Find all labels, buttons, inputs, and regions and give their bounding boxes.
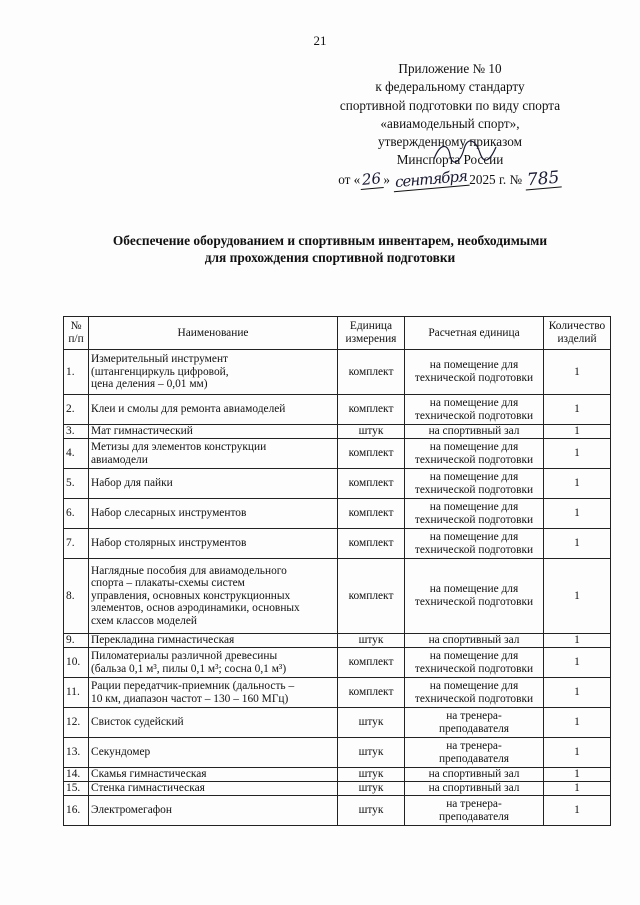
cell-calc: на спортивный зал — [405, 425, 544, 439]
cell-name: Набор слесарных инструментов — [89, 499, 338, 529]
cell-qty: 1 — [544, 425, 611, 439]
cell-qty: 1 — [544, 708, 611, 738]
cell-num: 13. — [64, 738, 89, 768]
table-row — [64, 529, 611, 559]
cell-name: Мат гимнастический — [89, 425, 338, 439]
cell-unit: штук — [338, 796, 405, 826]
table-row — [64, 425, 611, 439]
table-row — [64, 395, 611, 425]
cell-name: Клеи и смолы для ремонта авиамоделей — [89, 395, 338, 425]
cell-unit: штук — [338, 708, 405, 738]
cell-qty: 1 — [544, 499, 611, 529]
cell-num: 7. — [64, 529, 89, 559]
appendix-header — [320, 60, 580, 189]
table-row — [64, 469, 611, 499]
table-row — [64, 796, 611, 826]
cell-unit: штук — [338, 768, 405, 782]
cell-unit: штук — [338, 782, 405, 796]
cell-calc: на помещение для технической подготовки — [405, 395, 544, 425]
cell-qty: 1 — [544, 439, 611, 469]
cell-calc: на спортивный зал — [405, 768, 544, 782]
cell-qty: 1 — [544, 395, 611, 425]
appendix-line: спортивной подготовки по виду спорта — [339, 97, 561, 113]
date-close: » — [383, 171, 390, 187]
cell-num: 8. — [64, 559, 89, 634]
cell-num: 16. — [64, 796, 89, 826]
cell-unit: штук — [338, 634, 405, 648]
cell-calc: на помещение для технической подготовки — [405, 350, 544, 395]
cell-calc: на спортивный зал — [405, 634, 544, 648]
cell-num: 10. — [64, 648, 89, 678]
cell-unit: комплект — [338, 678, 405, 708]
cell-unit: комплект — [338, 648, 405, 678]
header-calc: Расчетная единица — [405, 317, 544, 350]
cell-num: 9. — [64, 634, 89, 648]
cell-name: Электромегафон — [89, 796, 338, 826]
year-text: 2025 г. № — [469, 171, 523, 187]
table-row — [64, 738, 611, 768]
cell-calc: на помещение для технической подготовки — [405, 559, 544, 634]
cell-qty: 1 — [544, 559, 611, 634]
cell-qty: 1 — [544, 782, 611, 796]
cell-num: 1. — [64, 350, 89, 395]
cell-unit: комплект — [338, 469, 405, 499]
cell-name: Набор для пайки — [89, 469, 338, 499]
cell-unit: комплект — [338, 350, 405, 395]
cell-qty: 1 — [544, 350, 611, 395]
cell-qty: 1 — [544, 678, 611, 708]
cell-unit: комплект — [338, 559, 405, 634]
cell-name: Наглядные пособия для авиамодельного спорта – плакаты-схемы систем управления, основных конструкционных элементов, основ аэродинамики, основных схем классов моделей — [89, 559, 338, 634]
cell-calc: на спортивный зал — [405, 782, 544, 796]
cell-calc: на тренера- преподавателя — [405, 796, 544, 826]
table-row — [64, 768, 611, 782]
cell-name: Перекладина гимнастическая — [89, 634, 338, 648]
appendix-line: Минспорта России — [396, 152, 504, 168]
cell-name: Пиломатериалы различной древесины (бальза 0,1 м³, пилы 0,1 м³; сосна 0,1 м³) — [89, 648, 338, 678]
cell-name: Скамья гимнастическая — [89, 768, 338, 782]
handwritten-day: 26 — [359, 169, 384, 190]
header-name: Наименование — [89, 317, 338, 350]
cell-qty: 1 — [544, 796, 611, 826]
appendix-line: Приложение № 10 — [398, 61, 502, 76]
cell-name: Стенка гимнастическая — [89, 782, 338, 796]
handwritten-month: сентября — [393, 167, 470, 193]
cell-name: Набор столярных инструментов — [89, 529, 338, 559]
header-qty: Количество изделий — [544, 317, 611, 350]
order-date-line — [320, 166, 580, 191]
cell-qty: 1 — [544, 738, 611, 768]
cell-qty: 1 — [544, 529, 611, 559]
appendix-line: утвержденному приказом — [378, 134, 522, 150]
cell-calc: на тренера- преподавателя — [405, 738, 544, 768]
date-prefix: от « — [338, 171, 361, 187]
table-row — [64, 350, 611, 395]
page-number: 21 — [313, 33, 327, 48]
cell-name: Измерительный инструмент (штангенциркуль цифровой, цена деления – 0,01 мм) — [89, 350, 338, 395]
title-line-1: Обеспечение оборудованием и спортивным инвентарем, необходимыми — [112, 233, 548, 248]
cell-qty: 1 — [544, 768, 611, 782]
cell-unit: комплект — [338, 439, 405, 469]
table-row — [64, 648, 611, 678]
cell-num: 6. — [64, 499, 89, 529]
cell-name: Метизы для элементов конструкции авиамодели — [89, 439, 338, 469]
cell-num: 5. — [64, 469, 89, 499]
cell-unit: штук — [338, 425, 405, 439]
table-row — [64, 782, 611, 796]
cell-calc: на помещение для технической подготовки — [405, 648, 544, 678]
header-num: № п/п — [64, 317, 89, 350]
table-row — [64, 708, 611, 738]
appendix-line: «авиамодельный спорт», — [380, 115, 520, 131]
cell-num: 15. — [64, 782, 89, 796]
title-line-2: для прохождения спортивной подготовки — [204, 249, 456, 265]
cell-name: Секундомер — [89, 738, 338, 768]
header-unit: Единица измерения — [338, 317, 405, 350]
cell-calc: на помещение для технической подготовки — [405, 529, 544, 559]
cell-unit: штук — [338, 738, 405, 768]
handwritten-order-number: 785 — [525, 168, 563, 190]
cell-unit: комплект — [338, 395, 405, 425]
table-row — [64, 439, 611, 469]
cell-name: Свисток судейский — [89, 708, 338, 738]
table-row — [64, 678, 611, 708]
document-title — [60, 233, 600, 266]
appendix-line: к федеральному стандарту — [375, 79, 525, 95]
cell-calc: на помещение для технической подготовки — [405, 469, 544, 499]
cell-calc: на помещение для технической подготовки — [405, 678, 544, 708]
cell-calc: на помещение для технической подготовки — [405, 499, 544, 529]
table-row — [64, 634, 611, 648]
cell-num: 14. — [64, 768, 89, 782]
cell-calc: на тренера- преподавателя — [405, 708, 544, 738]
cell-name: Рации передатчик-приемник (дальность – 10 км, диапазон частот – 130 – 160 МГц) — [89, 678, 338, 708]
cell-num: 12. — [64, 708, 89, 738]
cell-qty: 1 — [544, 648, 611, 678]
cell-qty: 1 — [544, 469, 611, 499]
cell-num: 4. — [64, 439, 89, 469]
cell-unit: комплект — [338, 529, 405, 559]
cell-qty: 1 — [544, 634, 611, 648]
cell-num: 3. — [64, 425, 89, 439]
table-row — [64, 499, 611, 529]
cell-num: 11. — [64, 678, 89, 708]
equipment-table — [63, 316, 611, 826]
cell-unit: комплект — [338, 499, 405, 529]
cell-calc: на помещение для технической подготовки — [405, 439, 544, 469]
cell-num: 2. — [64, 395, 89, 425]
table-header-row — [64, 317, 611, 350]
table-row — [64, 559, 611, 634]
